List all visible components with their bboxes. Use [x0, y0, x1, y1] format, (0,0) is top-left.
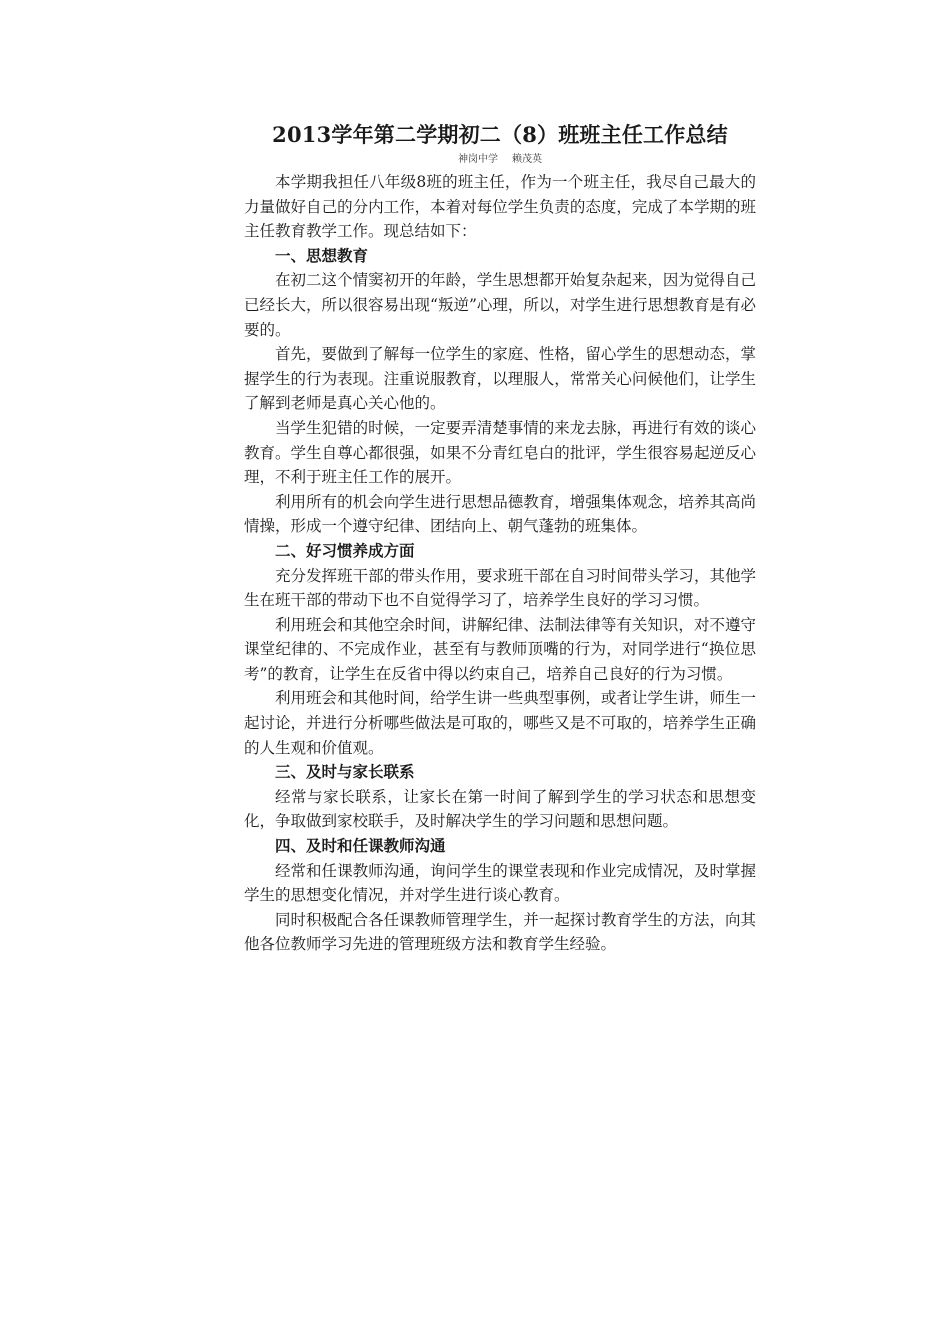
paragraph: 利用班会和其他空余时间，讲解纪律、法制法律等有关知识，对不遵守课堂纪律的、不完成作业，甚至有与教师顶嘴的行为，对同学进行“换位思考”的教育，让学生在反省中得以约束自己，培养自己良好的行为习惯。	[244, 615, 756, 683]
section-heading-parent-contact: 三、及时与家长联系	[275, 762, 415, 782]
paragraph: 首先，要做到了解每一位学生的家庭、性格，留心学生的思想动态，掌握学生的行为表现。注重说服教育，以理服人，常常关心问候他们，让学生了解到老师是真心关心他的。	[244, 345, 756, 413]
paragraph: 利用班会和其他时间，给学生讲一些典型事例，或者让学生讲，师生一起讨论，并进行分析哪些做法是可取的，哪些又是不可取的，培养学生正确的人生观和价值观。	[244, 689, 756, 757]
byline-school: 神岗中学	[458, 154, 498, 165]
paragraph: 充分发挥班干部的带头作用，要求班干部在自习时间带头学习，其他学生在班干部的带动下也不自觉得学习了，培养学生良好的学习习惯。	[244, 566, 756, 610]
paragraph: 经常和任课教师沟通，询问学生的课堂表现和作业完成情况，及时掌握学生的思想变化情况，并对学生进行谈心教育。	[244, 861, 756, 905]
paragraph: 在初二这个情窦初开的年龄，学生思想都开始复杂起来，因为觉得自己已经长大，所以很容易出现“叛逆”心理，所以，对学生进行思想教育是有必要的。	[244, 271, 756, 339]
section-heading-good-habits: 二、好习惯养成方面	[275, 540, 415, 560]
byline	[244, 152, 756, 168]
section-heading-teacher-communication: 四、及时和任课教师沟通	[275, 836, 446, 856]
paragraph: 当学生犯错的时候，一定要弄清楚事情的来龙去脉，再进行有效的谈心教育。学生自尊心都很强，如果不分青红皂白的批评，学生很容易起逆反心理，不利于班主任工作的展开。	[244, 418, 756, 487]
paragraph: 经常与家长联系，让家长在第一时间了解到学生的学习状态和思想变化，争取做到家校联手，及时解决学生的学习问题和思想问题。	[244, 787, 756, 831]
page-title: 2013学年第二学期初二（8）班班主任工作总结	[272, 122, 728, 147]
intro-paragraph: 本学期我担任八年级8班的班主任，作为一个班主任，我尽自己最大的力量做好自己的分内工作，本着对每位学生负责的态度，完成了本学期的班主任教育教学工作。现总结如下：	[244, 173, 756, 241]
paragraph: 利用所有的机会向学生进行思想品德教育，增强集体观念，培养其高尚情操，形成一个遵守纪律、团结向上、朝气蓬勃的班集体。	[244, 492, 756, 536]
paragraph: 同时积极配合各任课教师管理学生，并一起探讨教育学生的方法，向其他各位教师学习先进的管理班级方法和教育学生经验。	[244, 910, 756, 954]
section-heading-thought-education: 一、思想教育	[275, 245, 369, 265]
byline-author: 赖茂英	[512, 154, 542, 165]
document-page	[244, 120, 756, 957]
